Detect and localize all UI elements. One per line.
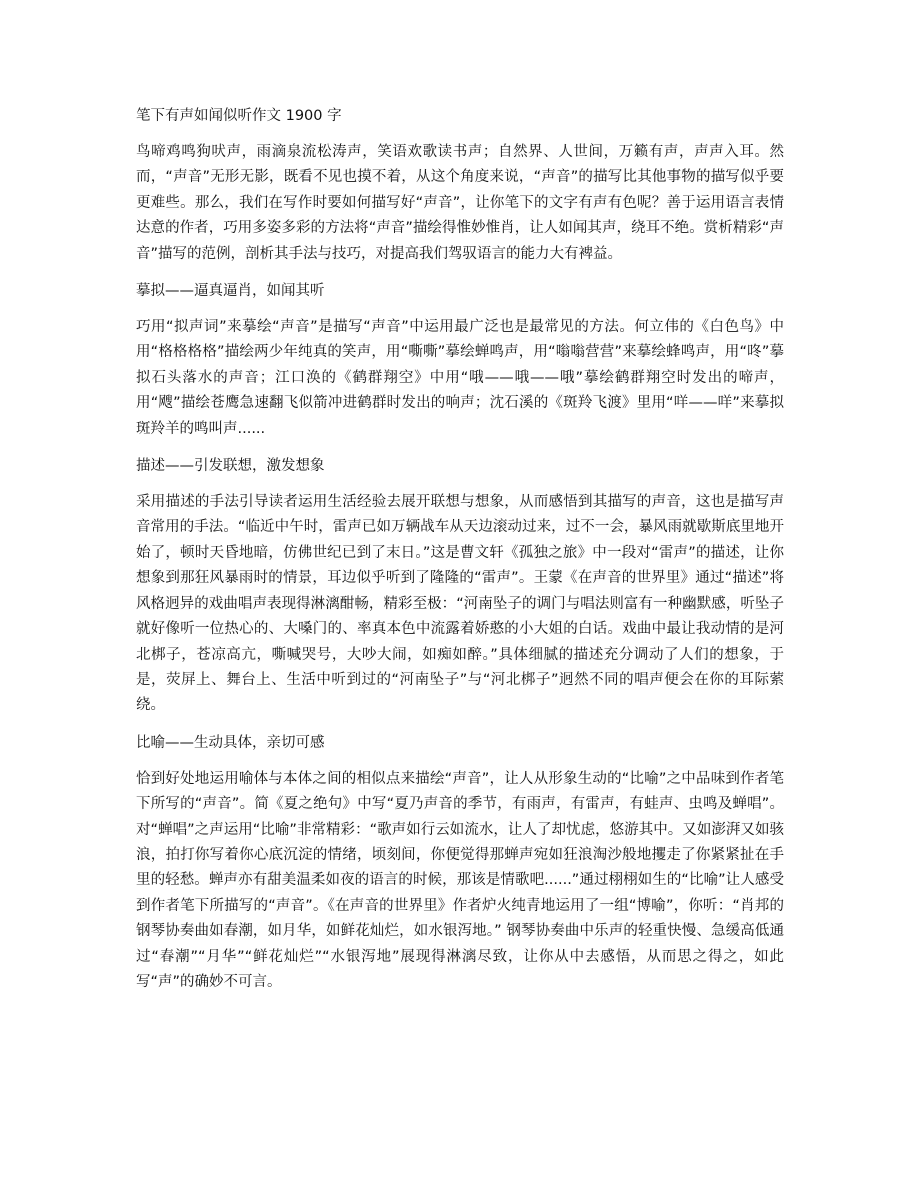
document-title: 笔下有声如闻似听作文 1900 字 bbox=[136, 108, 342, 124]
section-heading-description: 描述——引发联想，激发想象 bbox=[136, 458, 325, 475]
section-body-description: 采用描述的手法引导读者运用生活经验去展开联想与想象，从而感悟到其描写的声音，这也是描写声音常用的手法。“临近中午时，雷声已如万辆战车从天边滚动过来，过不一会，暴风雨就歇斯底里地开始了，顿时天昏地暗，仿佛世纪已到了末日。”这是曹文轩《孤独之旅》中一段对“雷声”的描述，让你想象到那狂风暴雨时的情景，耳边似乎听到了隆隆的“雷声”。王蒙《在声音的世界里》通过“描述”将风格迥异的戏曲唱声表现得淋漓酣畅，精彩至极：“河南坠子的调门与唱法则富有一种幽默感，听坠子就好像听一位热心的、大嗓门的、率真本色中流露着娇憨的小大姐的白话。戏曲中最让我动情的是河北梆子，苍凉高亢，嘶喊哭号，大吵大闹，如痴如醉。”具体细腻的描述充分调动了人们的想象，于是，荧屏上、舞台上、生活中听到过的“河南坠子”与“河北梆子”迥然不同的唱声便会在你的耳际萦绕。 bbox=[136, 494, 784, 714]
document-page bbox=[136, 104, 784, 1007]
section-heading-metaphor: 比喻——生动具体，亲切可感 bbox=[136, 734, 325, 751]
intro-paragraph: 鸟啼鸡鸣狗吠声，雨滴泉流松涛声，笑语欢歌读书声；自然界、人世间，万籁有声，声声入耳。然而，“声音”无形无影，既看不见也摸不着，从这个角度来说，“声音”的描写比其他事物的描写似乎要更难些。那么，我们在写作时要如何描写好“声音”，让你笔下的文字有声有色呢？善于运用语言表情达意的作者，巧用多姿多彩的方法将“声音”描绘得惟妙惟肖，让人如闻其声，绕耳不绝。赏析精彩“声音”描写的范例，剖析其手法与技巧，对提高我们驾驭语言的能力大有裨益。 bbox=[136, 144, 784, 262]
section-body-metaphor: 恰到好处地运用喻体与本体之间的相似点来描绘“声音”，让人从形象生动的“比喻”之中品味到作者笔下所写的“声音”。简《夏之绝句》中写“夏乃声音的季节，有雨声，有雷声，有蛙声、虫鸣及蝉唱”。对“蝉唱”之声运用“比喻”非常精彩：“歌声如行云如流水，让人了却忧虑，悠游其中。又如澎湃又如骇浪，拍打你写着你心底沉淀的情绪，顷刻间，你便觉得那蝉声宛如狂浪淘沙般地攫走了你紧紧扯在手里的轻愁。蝉声亦有甜美温柔如夜的语言的时候，那该是情歌吧......”通过栩栩如生的“比喻”让人感受到作者笔下所描写的“声音”。《在声音的世界里》作者炉火纯青地运用了一组“博喻”，你听：“肖邦的钢琴协奏曲如春潮，如月华，如鲜花灿烂，如水银泻地。” 钢琴协奏曲中乐声的轻重快慢、急缓高低通过“春潮”“月华”“鲜花灿烂”“水银泻地”展现得淋漓尽致，让你从中去感悟，从而思之得之，如此写“声”的确妙不可言。 bbox=[136, 770, 784, 990]
section-heading-imitation: 摹拟——逼真逼肖，如闻其听 bbox=[136, 283, 325, 300]
section-body-imitation: 巧用“拟声词”来摹绘“声音”是描写“声音”中运用最广泛也是最常见的方法。何立伟的《白色鸟》中用“格格格格”描绘两少年纯真的笑声，用“嘶嘶”摹绘蝉鸣声，用“嗡嗡营营”来摹绘蜂鸣声，用“咚”摹拟石头落水的声音；江口涣的《鹤群翔空》中用“哦——哦——哦”摹绘鹤群翔空时发出的啼声，用“飕”描绘苍鹰急速翻飞似箭冲进鹤群时发出的响声；沈石溪的《斑羚飞渡》里用“咩——咩”来摹拟斑羚羊的鸣叫声...... bbox=[136, 319, 784, 437]
